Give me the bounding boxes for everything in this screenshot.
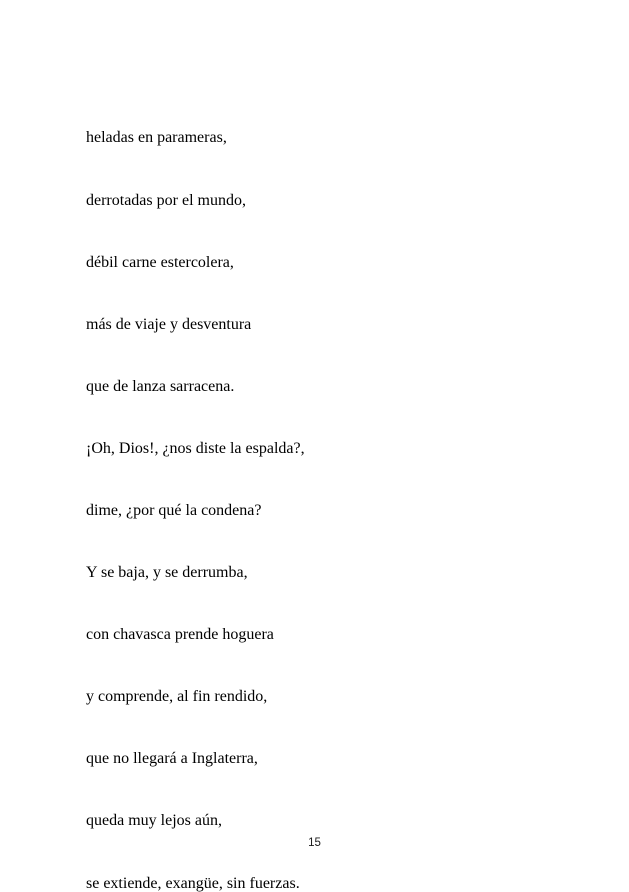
- poem-line: dime, ¿por qué la condena?: [86, 501, 262, 519]
- poem-text-block: [86, 87, 305, 892]
- poem-line: derrotadas por el mundo,: [86, 191, 246, 209]
- poem-line: queda muy lejos aún,: [86, 812, 222, 830]
- poem-line: heladas en parameras,: [86, 129, 227, 147]
- poem-line: ¡Oh, Dios!, ¿nos diste la espalda?,: [86, 439, 305, 457]
- poem-line: débil carne estercolera,: [86, 253, 234, 271]
- poem-line: con chavasca prende hoguera: [86, 626, 274, 644]
- poem-line: y comprende, al fin rendido,: [86, 688, 268, 706]
- poem-line: más de viaje y desventura: [86, 315, 252, 333]
- poem-line: que no llegará a Inglaterra,: [86, 750, 258, 768]
- poem-line: Y se baja, y se derrumba,: [86, 564, 248, 582]
- page-number: 15: [308, 837, 321, 849]
- poem-line: se extiende, exangüe, sin fuerzas.: [86, 874, 300, 892]
- poem-line: que de lanza sarracena.: [86, 377, 235, 395]
